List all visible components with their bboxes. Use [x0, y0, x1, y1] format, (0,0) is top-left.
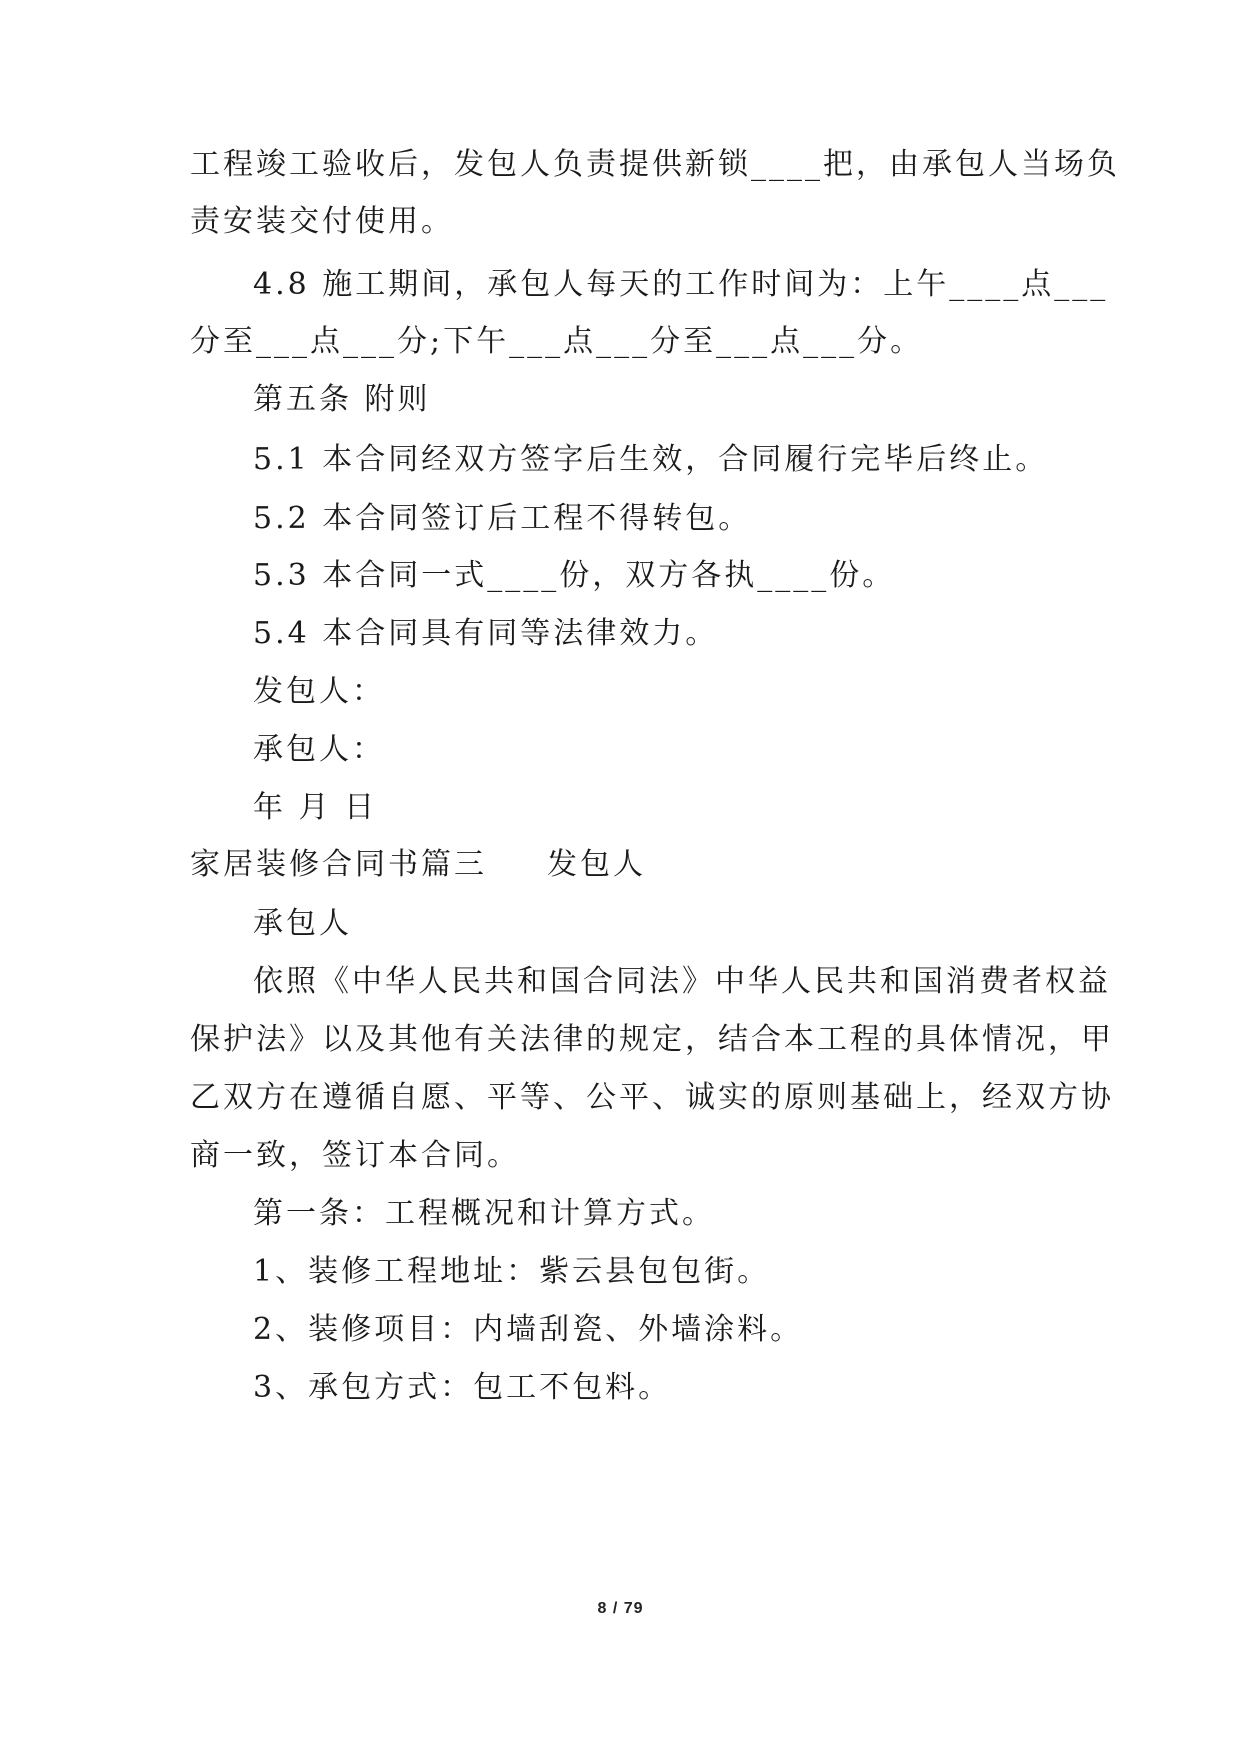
article-1-item: 3、承包方式：包工不包料。: [253, 1370, 672, 1405]
page-number: 8 / 79: [597, 1600, 644, 1617]
article-1-heading: 第一条：工程概况和计算方式。: [253, 1196, 715, 1231]
preamble-line: 依照《中华人民共和国合同法》中华人民共和国消费者权益: [253, 964, 1111, 999]
contract-title-line: [190, 845, 1060, 885]
contract-title: 家居装修合同书篇三: [190, 847, 487, 882]
signature-contractor: 承包人：: [253, 732, 385, 767]
preamble-line: 商一致，签订本合同。: [190, 1138, 520, 1173]
signature-date: 年 月 日: [253, 790, 378, 825]
paragraph-line: 责安装交付使用。: [190, 204, 454, 239]
signature-employer: 发包人：: [253, 674, 385, 709]
clause-5-3: 5.3 本合同一式____份，双方各执____份。: [253, 558, 896, 593]
paragraph-line: 工程竣工验收后，发包人负责提供新锁____把，由承包人当场负: [190, 147, 1120, 182]
party-employer-label: 发包人: [547, 847, 646, 882]
party-contractor-label: 承包人: [253, 906, 352, 941]
clause-5-4: 5.4 本合同具有同等法律效力。: [253, 616, 719, 651]
clause-5-2: 5.2 本合同签订后工程不得转包。: [253, 501, 752, 536]
preamble-line: 乙双方在遵循自愿、平等、公平、诚实的原则基础上，经双方协: [190, 1080, 1114, 1115]
preamble-line: 保护法》以及其他有关法律的规定，结合本工程的具体情况，甲: [190, 1022, 1114, 1057]
clause-4-8-line: 4.8 施工期间，承包人每天的工作时间为：上午____点___: [253, 267, 1109, 302]
clause-5-1: 5.1 本合同经双方签字后生效，合同履行完毕后终止。: [253, 442, 1049, 477]
article-1-item: 2、装修项目：内墙刮瓷、外墙涂料。: [253, 1312, 804, 1347]
article-1-item: 1、装修工程地址：紫云县包包街。: [253, 1254, 771, 1289]
clause-4-8-line: 分至___点___分;下午___点___分至___点___分。: [190, 324, 924, 359]
section-heading: 第五条 附则: [253, 382, 431, 417]
